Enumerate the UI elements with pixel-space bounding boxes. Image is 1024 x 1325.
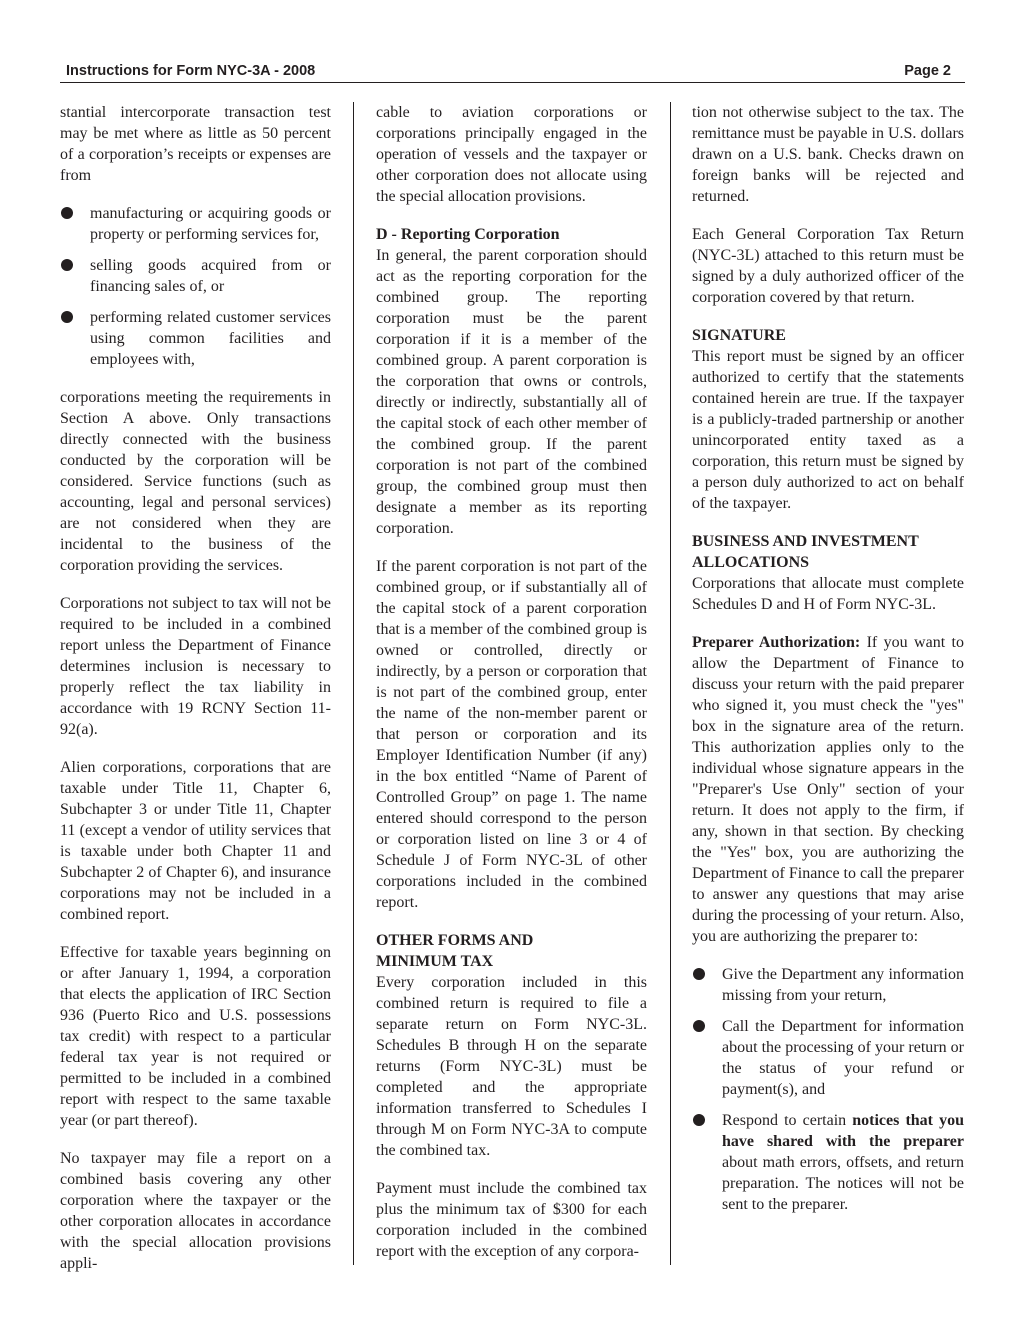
document-title: Instructions for Form NYC-3A - 2008 [66,63,316,79]
list-item: performing related customer services using common facilities and employees with, [60,307,331,370]
list-item: Respond to certain notices that you have shared with the preparer about math errors, offsets, and return preparation. The notices will not be sent to the preparer. [692,1110,964,1215]
paragraph: This report must be signed by an officer authorized to certify that the statements contained herein are true. If the taxpayer is a publicly-traded partnership or another unincorporated entity taxed as a corporation, this return must be signed by a person duly authorized to act on behalf of the taxpayer. [692,348,964,512]
bullet-list [60,203,331,370]
paragraph: Each General Corporation Tax Return (NYC-3L) attached to this return must be signed by a duly authorized officer of the corporation covered by that return. [692,226,964,306]
paragraph: In general, the parent corporation should act as the reporting corporation for the combined group. The reporting corporation must be the parent corporation if it is a member of the combined group. A parent corporation is the corporation that owns or controls, directly or indirectly, substantially all of the capital stock of each other member of the combined group. If the parent corporation is not part of the combined group, the combined group must then designate a member as its reporting corporation. [376,247,647,537]
paragraph: No taxpayer may file a report on a combined basis covering any other corporation where the taxpayer or the other corporation allocates in accordance with the special allocation provisions appli- [60,1150,331,1272]
paragraph: Effective for taxable years beginning on or after January 1, 1994, a corporation that elects the application of IRC Section 936 (Puerto Rico and U.S. possessions tax credit) with respect to a particular federal tax year is not required or permitted to be included in a combined report with respect to the same taxable year (or part thereof). [60,944,331,1129]
paragraph: Alien corporations, corporations that are taxable under Title 11, Chapter 6, Subchapter 3 or under Title 11, Chapter 11 (except a vendor of utility services that is taxable under both Chapter 11 and Subchapter 2 of Chapter 6), and insurance corporations may not be included in a combined report. [60,759,331,923]
column-2 [376,102,647,1279]
paragraph: cable to aviation corporations or corporations principally engaged in the operation of vessels and the taxpayer or other corporation does not allocate using the special allocation provisions. [376,104,647,205]
paragraph: stantial intercorporate transaction test may be met where as little as 50 percent of a corporation’s receipts or expenses are from [60,104,331,184]
paragraph: Payment must include the combined tax plus the minimum tax of $300 for each corporation included in the combined report with the exception of any corpora- [376,1180,647,1260]
paragraph: If the parent corporation is not part of the combined group, or if substantially all of the capital stock of a parent corporation that is a member of the combined group is owned or controlled, directly or indirectly, by a person or corporation that is not part of the combined group, enter the name of the non-member parent or that person or corporation and its Employer Identification Number (if any) in the box entitled “Name of Parent of Controlled Group” on page 1. The name entered should correspond to the person or corporation listed on line 3 or 4 of Schedule J of Form NYC-3L of other corporations included in the combined report. [376,558,647,911]
column-3 [692,102,964,1232]
column-divider-2 [670,102,671,1265]
run-in-heading: Preparer Authorization: [692,634,861,651]
bullet-list [692,964,964,1215]
column-divider-1 [353,102,354,1265]
list-item: manufacturing or acquiring goods or property or performing services for, [60,203,331,245]
paragraph: Corporations that allocate must complete Schedules D and H of Form NYC-3L. [692,575,964,613]
section-reporting-corporation [376,224,647,539]
list-item: Give the Department any information missing from your return, [692,964,964,1006]
preparer-authorization: Preparer Authorization: If you want to allow the Department of Finance to discuss your return with the paid preparer who signed it, you must check the "yes" box in the signature area of the return. This authorization applies only to the individual whose signature appears in the "Preparer's Use Only" section of your return. It does not apply to the firm, if any, shown in that section. By checking the "Yes" box, you are authorizing the Department of Finance to call the preparer to answer any questions that may arise during the processing of your return. Also, you are authorizing the preparer to: [692,634,964,945]
list-item: selling goods acquired from or financing sales of, or [60,255,331,297]
section-heading: ALLOCATIONS [692,554,810,571]
paragraph: corporations meeting the requirements in Section A above. Only transactions directly connected with the business conducted by the corporation will be considered. Service functions (such as accounting, legal and personal services) are not considered when they are incidental to the business of the corporation providing the services. [60,389,331,574]
section-signature [692,325,964,514]
section-other-forms [376,930,647,1161]
section-heading: BUSINESS AND INVESTMENT [692,533,919,550]
bullet-icon [693,1114,705,1126]
paragraph: tion not otherwise subject to the tax. The remittance must be payable in U.S. dollars drawn on a U.S. bank. Checks drawn on foreign banks will be rejected and returned. [692,104,964,205]
emphasis: notices that you have shared with the preparer [722,1112,964,1150]
bullet-icon [693,968,705,980]
section-heading: OTHER FORMS AND [376,932,534,949]
bullet-icon [61,311,73,323]
list-item: Call the Department for information about the processing of your return or the status of your refund or payment(s), and [692,1016,964,1100]
bullet-icon [693,1020,705,1032]
page-header [60,62,965,83]
section-heading: SIGNATURE [692,327,786,344]
paragraph: Every corporation included in this combined return is required to file a separate return on Form NYC-3L. Schedules B through H on the separate returns (Form NYC-3L) must be completed and the appropriate information transferred to Schedules I through M on Form NYC-3A to compute the combined tax. [376,974,647,1159]
bullet-icon [61,259,73,271]
section-allocations [692,531,964,615]
paragraph: Corporations not subject to tax will not be required to be included in a combined report unless the Department of Finance determines inclusion is necessary to properly reflect the tax liability in accordance with 19 RCNY Section 11-92(a). [60,595,331,738]
column-1 [60,102,331,1291]
bullet-icon [61,207,73,219]
page-number: Page 2 [904,63,951,79]
section-heading: D - Reporting Corporation [376,226,560,243]
section-heading: MINIMUM TAX [376,953,494,970]
